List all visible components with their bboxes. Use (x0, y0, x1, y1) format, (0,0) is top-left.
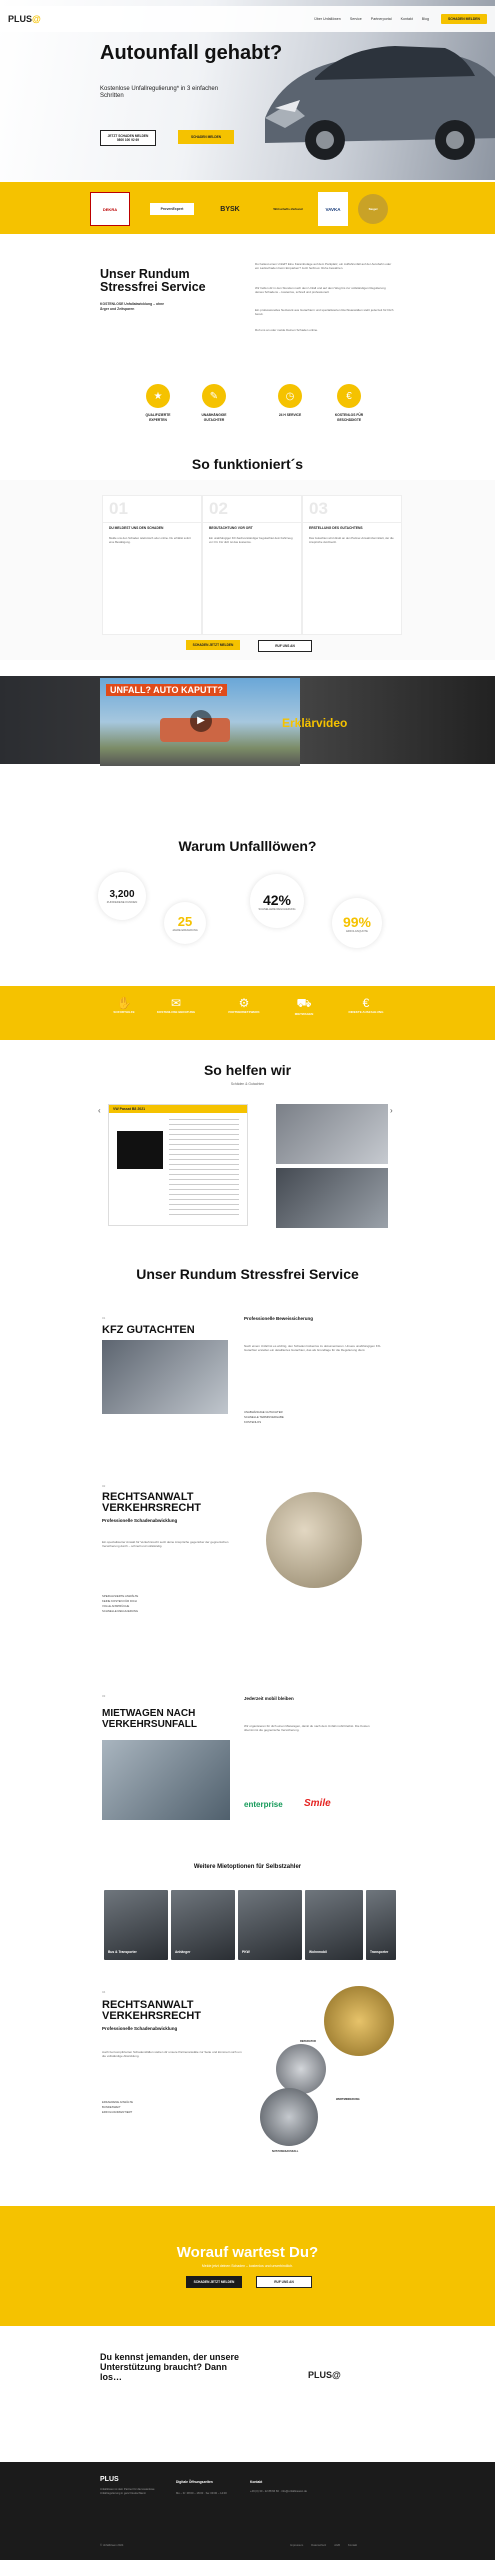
benefit-1 (104, 996, 144, 1014)
step-text: Ein unabhängiger Kfz-Sachverständiger begutachtet dein Fahrzeug vor Ort. Für dich ist das kostenlos. (209, 536, 293, 544)
stat-erfolg (332, 898, 382, 948)
partner-logo-provenexpert: ProvenExpert (150, 203, 194, 215)
footer-link-agb[interactable]: AGB (334, 2544, 340, 2547)
help-subtitle: Schäden & Gutachten (230, 1082, 265, 1086)
value-photo (276, 2044, 326, 2094)
main-navigation (0, 6, 495, 32)
miet-option-label: Wohnmobil (309, 1950, 327, 1954)
stat-label: ZUFRIEDENE KUNDEN (106, 899, 138, 904)
cta-report-button[interactable]: SCHADEN JETZT MELDEN (186, 2276, 242, 2288)
benefit-label: KOSTENLOSE BERATUNG (156, 1010, 196, 1014)
clock-icon: ◷ (278, 384, 302, 408)
feature-experts (138, 384, 178, 422)
partner-logo-dekra: DEKRA (90, 192, 130, 226)
mietwagen-subtitle: Jederzeit mobil bleiben (244, 1696, 294, 1701)
hero-subtitle: Kostenlose Unfallregulierung* in 3 einfachen Schritten (100, 86, 219, 99)
stat-label: JAHRE ERFAHRUNG (172, 929, 198, 932)
footer-link-impressum[interactable]: Impressum (290, 2544, 304, 2547)
miet-option-2[interactable] (171, 1890, 235, 1960)
list-item: ERFAHRENE ANWÄLTE (102, 2100, 134, 2104)
anwalt2-subtitle: Professionelle Schadenabwicklung (102, 2026, 178, 2031)
experts-icon: ★ (146, 384, 170, 408)
feature-24h (270, 384, 310, 418)
logo-accent: @ (32, 14, 41, 24)
help-title: So helfen wir (203, 1062, 292, 1078)
stat-jahre (164, 902, 206, 944)
hero-report-button[interactable]: SCHADEN MELDEN (178, 130, 234, 144)
benefit-label: DIREKTE AUSZAHLUNG (348, 1010, 384, 1014)
miet-more-title: Weitere Mietoptionen für Selbstzahler (193, 1864, 302, 1870)
lawyer-photo (266, 1492, 362, 1588)
document-title: VW Passat B8 2021 (109, 1105, 247, 1113)
benefit-5 (342, 996, 390, 1014)
video-label: Erklärvideo (282, 716, 348, 730)
report-document (108, 1104, 248, 1226)
step-card-2 (202, 495, 302, 635)
footer-contact-title: Kontakt (250, 2480, 263, 2484)
miet-option-label: PKW (242, 1950, 250, 1954)
feature-kostenlos-label: KOSTENLOS FÜR GESCHÄDIGTE (334, 413, 364, 422)
benefit-label: SOFORTHILFE (113, 1010, 135, 1014)
step-text: Das Gutachten wird direkt an den Partner-Anwalt übermittelt, der die Ansprüche durchsetzt. (309, 536, 394, 544)
step-text: Melde uns den Schaden telefonisch oder online. Du erhältst sofort eine Bestätigung. (109, 536, 191, 544)
cta-title: Worauf wartest Du? (176, 2244, 319, 2261)
step-title: DU MELDEST UNS DEN SCHADEN (103, 522, 201, 533)
anwalt-title: RECHTSANWALT VERKEHRSRECHT (102, 1491, 202, 1514)
footer-copyright: © Unfalllöwen 2024 (100, 2544, 124, 2547)
miet-option-label: Anhänger (175, 1950, 191, 1954)
slider-next-arrow[interactable]: › (390, 1106, 393, 1115)
site-footer (0, 2462, 495, 2560)
anwalt-list (102, 1594, 138, 1614)
partner-logo-vavka: VAVKA (318, 192, 348, 226)
usage-photo (260, 2088, 318, 2146)
benefit-4 (282, 996, 326, 1016)
play-icon[interactable]: ▶ (190, 710, 212, 732)
step-card-3 (302, 495, 402, 635)
car-icon: ⛟ (296, 996, 312, 1010)
benefit-label: MIETWAGEN (294, 1012, 314, 1016)
anwalt2-label-3: NUTZUNGSAUSFALL (272, 2150, 299, 2153)
nav-link-service[interactable]: Service (349, 17, 362, 21)
how-title: So funktioniert´s (191, 456, 304, 472)
stat-value: 99% (342, 913, 372, 930)
stat-kunden (98, 872, 146, 920)
footer-links (290, 2544, 357, 2547)
anwalt2-title: RECHTSANWALT VERKEHRSRECHT (102, 1999, 202, 2022)
step-number: 02 (209, 499, 228, 518)
benefit-2 (156, 996, 196, 1014)
step-card-1 (102, 495, 202, 635)
nav-link-contact[interactable]: Kontakt (400, 17, 413, 21)
list-item: VOLLE ANSPRÜCHE (102, 1604, 130, 1608)
mietwagen-text: Wir organisieren für dich einen Mietwagen, damit du nach dem Unfall mobil bleibst. Die Kosten übernimmt die gegnerische Versicherung. (244, 1724, 370, 1733)
smile-logo: Smile (304, 1798, 331, 1809)
kfz-text: Nach einem Unfall ist es wichtig, den Schaden lückenlos zu dokumentieren. Unsere unabhängigen Kfz-Gutachter erstellen ein detailliertes Gutachten, das als Grundlage für die Regulierung dient. (244, 1344, 382, 1353)
slider-prev-arrow[interactable]: ‹ (98, 1106, 101, 1115)
stat-label: ERFOLGSQUOTE (346, 929, 368, 933)
feature-gutachter (194, 384, 234, 422)
intro-paragraph-3: Ein professionelles Netzwerk aus Gutachtern und spezialisierten Rechtsanwälten steht jederzeit für Dich bereit. (255, 308, 394, 317)
list-item: KOSTENLOS (244, 1420, 262, 1424)
anwalt2-label-2: WERTMINDERUNG (336, 2098, 360, 2101)
stat-value: 42% (262, 891, 292, 908)
list-item: ERFOLGSORIENTIERT (102, 2110, 133, 2114)
intro-paragraph-4: Ruf uns an oder melde Deinen Schaden online. (255, 328, 319, 332)
kfz-number: 01 (102, 1316, 106, 1320)
refer-logo: PLUS@ (308, 2370, 341, 2380)
damaged-car-image (245, 8, 495, 168)
footer-logo: PLUS (100, 2476, 119, 2483)
step-title: BEGUTACHTUNG VOR ORT (203, 522, 301, 533)
miet-option-3[interactable] (238, 1890, 302, 1960)
video-thumb-title: UNFALL? AUTO KAPUTT? (106, 684, 227, 696)
list-item: SCHNELLE TERMINVERGABE (244, 1415, 284, 1419)
why-title: Warum Unfalllöwen? (178, 838, 317, 854)
stat-label: SCHNELLERE REGULIERUNG (258, 907, 296, 911)
nav-link-partner[interactable]: Partnerportal (370, 17, 392, 21)
partner-seal-icon: Siegel (358, 194, 388, 224)
miet-option-5[interactable] (366, 1890, 396, 1960)
how-report-button[interactable]: SCHADEN JETZT MELDEN (186, 640, 240, 650)
kfz-title: KFZ GUTACHTEN (102, 1324, 195, 1336)
stat-regulierung (250, 874, 304, 928)
network-icon: ⚙ (238, 996, 250, 1010)
video-thumbnail[interactable] (100, 678, 300, 766)
damage-photo-2 (276, 1168, 388, 1228)
chat-icon: ✉ (170, 996, 182, 1010)
anwalt2-list (102, 2100, 133, 2115)
how-call-button[interactable]: RUF UNS AN (258, 640, 312, 652)
anwalt-subtitle: Professionelle Schadenabwicklung (102, 1518, 178, 1523)
feature-experts-label: QUALIFIZIERTE EXPERTEN (145, 413, 171, 422)
partner-logo-bysk: BYSK (220, 205, 240, 213)
document-photo (117, 1131, 163, 1169)
miet-option-label: Bus & Transporter (108, 1950, 137, 1954)
list-item: SCHNELLE REGULIERUNG (102, 1609, 139, 1613)
intro-paragraph-2: Wir helfen dir in den Stunden nach dem Unfall und auf dem Weg bis zur vollständigen Regulierung deines Schadens – kostenlos, schnell und professionell. (255, 286, 386, 295)
footer-hours: Mo – Fr: 08:00 – 18:00 · Sa: 09:00 – 14:00 (176, 2492, 227, 2495)
kfz-list (244, 1410, 284, 1425)
nav-link-about[interactable]: Über Unfallöwen (314, 17, 341, 21)
cta-call-button[interactable]: RUF UNS AN (256, 2276, 312, 2288)
intro-title: Unser Rundum Stressfrei Service (100, 267, 206, 294)
anwalt2-text: Auch bei komplizierten Schadensfällen stehen dir unsere Partneranwälte zur Seite und kümmern sich um die vollständige Abwicklung. (102, 2050, 242, 2059)
benefit-label: PARTNERNETZWERK (228, 1010, 260, 1014)
site-logo[interactable] (8, 14, 41, 24)
footer-about: Unfalllöwen ist dein Partner für die kostenlose Unfallregulierung in ganz Deutschland. (100, 2488, 155, 2495)
enterprise-logo: enterprise (244, 1800, 283, 1809)
stat-value: 3,200 (109, 888, 135, 900)
miet-option-4[interactable] (305, 1890, 363, 1960)
benefit-3 (222, 996, 266, 1014)
euro-icon: € (337, 384, 361, 408)
anwalt2-number: 04 (102, 1990, 106, 1994)
step-number: 03 (309, 499, 328, 518)
cta-text: Melde jetzt deinen Schaden – kostenlos und unverbindlich. (201, 2264, 294, 2268)
nav-links (314, 17, 429, 21)
step-title: ERSTELLUNG DES GUTACHTENS (303, 522, 401, 533)
kfz-photo (102, 1340, 228, 1414)
logo-text: PLUS (8, 14, 33, 24)
mietwagen-photo (102, 1740, 230, 1820)
gutachter-icon: ✎ (202, 384, 226, 408)
footer-link-kontakt[interactable]: Kontakt (347, 2544, 358, 2547)
intro-paragraph-1: Du hattest einen Unfall? Eine Karambolage auf dem Parkplatz, ein Auffahrunfall auf der Autobahn oder ein Lackschaden beim Einparken? Jetzt heißt es: Ruhe bewahren. (255, 262, 392, 271)
money-icon: € (362, 996, 370, 1010)
footer-link-datenschutz[interactable]: Datenschutz (311, 2544, 327, 2547)
mietwagen-number: 03 (102, 1694, 106, 1698)
list-item: UNABHÄNGIGE GUTACHTER (244, 1410, 283, 1414)
stat-value: 25 (177, 914, 193, 929)
nav-cta-button[interactable]: SCHADEN MELDEN (441, 14, 487, 24)
mietwagen-title: MIETWAGEN NACH VERKEHRSUNFALL (102, 1708, 198, 1730)
hero-cta-button[interactable] (100, 130, 156, 146)
partner-logo-verband: Wirtschafts-Verband (273, 207, 303, 211)
nav-link-blog[interactable]: Blog (421, 17, 429, 21)
miet-option-1[interactable] (104, 1890, 168, 1960)
list-item: SPEZIALISIERTE ANWÄLTE (102, 1594, 139, 1598)
footer-contact[interactable]: +49 (0) 30 - 22 88 66 66 · info@unfallloewen.de (250, 2490, 308, 2493)
anwalt2-label-1: REPARATUR (300, 2040, 316, 2043)
miet-option-label: Transporter (370, 1950, 389, 1954)
kfz-subtitle: Professionelle Beweissicherung (244, 1316, 314, 1321)
service-title: Unser Rundum Stressfrei Service (136, 1266, 359, 1282)
feature-24h-label: 24 H SERVICE (278, 413, 302, 417)
hero-cta-phone: 0800 100 92 69 (116, 138, 140, 142)
step-number: 01 (109, 499, 128, 518)
refer-title: Du kennst jemanden, der unsere Unterstützung braucht? Dann los… (100, 2352, 240, 2382)
helping-hand-icon: ✋ (116, 996, 132, 1010)
feature-gutachter-label: UNABHÄNGIGE GUTACHTER (201, 413, 227, 422)
anwalt-text: Ein spezialisierter Anwalt für Verkehrsrecht setzt deine Ansprüche gegenüber der gegnerischen Versicherung durch – schnell und vollständig. (102, 1540, 229, 1549)
footer-hours-title: Digitale Öffnungszeiten (176, 2480, 213, 2484)
intro-lead: KOSTENLOSE Unfallabwicklung – ohne Ärger und Zeitsparen (100, 302, 165, 311)
hero-cta-label: JETZT SCHADEN MELDEN (107, 134, 149, 138)
document-lines (169, 1119, 239, 1219)
hero-title: Autounfall gehabt? (100, 42, 283, 64)
list-item: KEINE KOSTEN FÜR DICH (102, 1599, 137, 1603)
feature-kostenlos (326, 384, 372, 422)
repair-photo (324, 1986, 394, 2056)
anwalt-number: 02 (102, 1484, 106, 1488)
list-item: BUNDESWEIT (102, 2105, 121, 2109)
damage-photo-1 (276, 1104, 388, 1164)
